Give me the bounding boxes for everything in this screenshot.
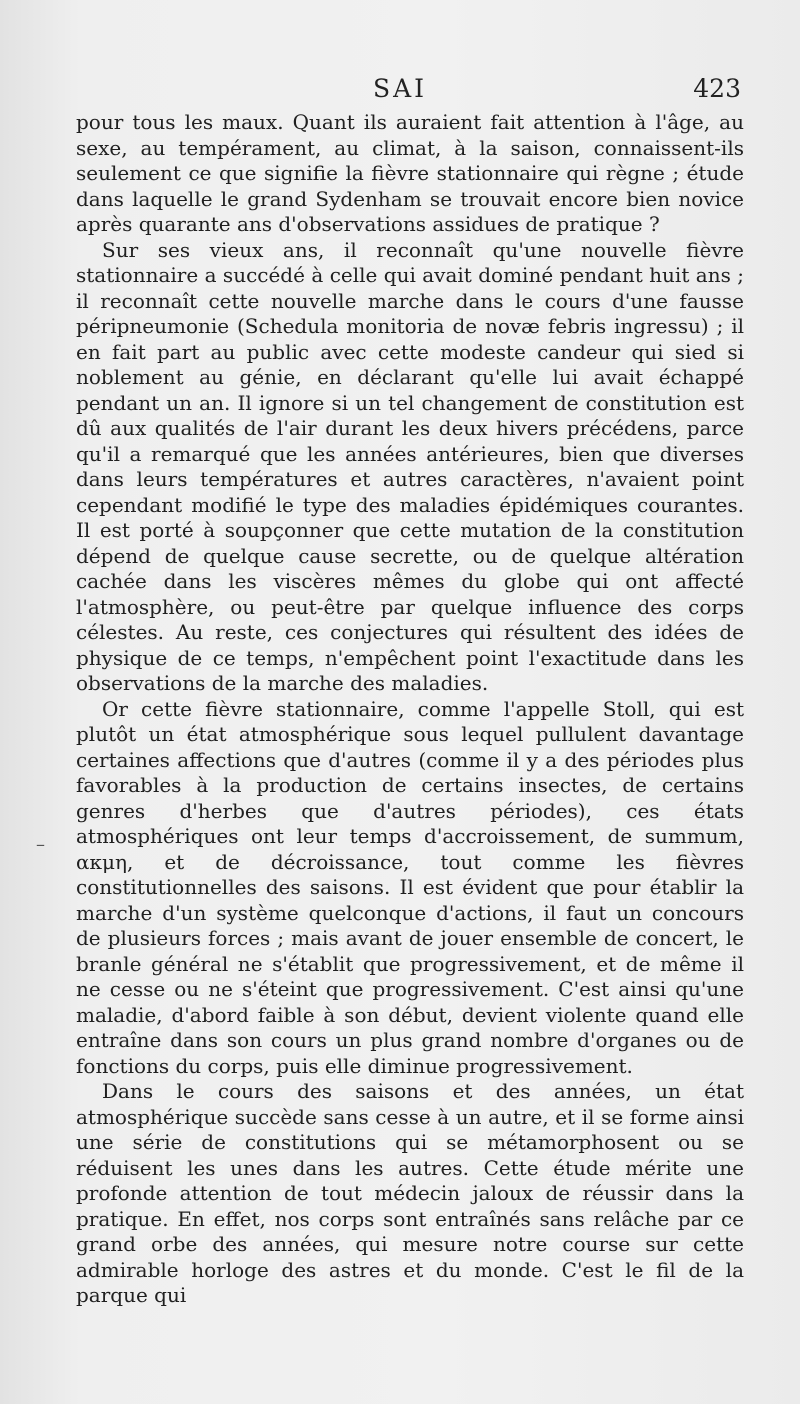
- page-header: [0, 74, 800, 110]
- body-text: [76, 110, 744, 1309]
- margin-mark: –: [36, 834, 45, 855]
- paragraph-3: Or cette fièvre stationnaire, comme l'appelle Stoll, qui est plutôt un état atmosphérique sous lequel pullulent davantage certaines affections que d'autres (comme il y a des périodes plus favorables à la production de certains insectes, de certains genres d'herbes que d'autres périodes), ces états atmosphériques ont leur temps d'accroissement, de summum, ακμη, et de décroissance, tout comme les fièvres constitutionnelles des saisons. Il est évident que pour établir la marche d'un système quelconque d'actions, il faut un concours de plusieurs forces ; mais avant de jouer ensemble de concert, le branle général ne s'établit que progressivement, et de même il ne cesse ou ne s'éteint que progressivement. C'est ainsi qu'une maladie, d'abord faible à son début, devient violente quand elle entraîne dans son cours un plus grand nombre d'organes ou de fonctions du corps, puis elle diminue progressivement.: [76, 696, 744, 1078]
- paragraph-2: Sur ses vieux ans, il reconnaît qu'une nouvelle fièvre stationnaire a succédé à celle qui avait dominé pendant huit ans ; il reconnaît cette nouvelle marche dans le cours d'une fausse péripneumonie (Schedula monitoria de novæ febris ingressu) ; il en fait part au public avec cette modeste candeur qui sied si noblement au génie, en déclarant qu'elle lui avait échappé pendant un an. Il ignore si un tel changement de constitution est dû aux qualités de l'air durant les deux hivers précédens, parce qu'il a remarqué que les années antérieures, bien que diverses dans leurs températures et autres caractères, n'avaient point cependant modifié le type des maladies épidémiques courantes. Il est porté à soupçonner que cette mutation de la constitution dépend de quelque cause secrette, ou de quelque altération cachée dans les viscères mêmes du globe qui ont affecté l'atmosphère, ou peut-être par quelque influence des corps célestes. Au reste, ces conjectures qui résultent des idées de physique de ce temps, n'empêchent point l'exactitude dans les observations de la marche des maladies.: [76, 237, 744, 695]
- running-head: SAI: [372, 74, 428, 103]
- page-number: 423: [693, 74, 741, 103]
- paragraph-1: pour tous les maux. Quant ils auraient fait attention à l'âge, au sexe, au tempérament, au climat, à la saison, connaissent-ils seulement ce que signifie la fièvre stationnaire qui règne ; étude dans laquelle le grand Sydenham se trouvait encore bien novice après quarante ans d'observations assidues de pratique ?: [76, 110, 744, 236]
- paragraph-4: Dans le cours des saisons et des années, un état atmosphérique succède sans cesse à un autre, et il se forme ainsi une série de constitutions qui se métamorphosent ou se réduisent les unes dans les autres. Cette étude mérite une profonde attention de tout médecin jaloux de réussir dans la pratique. En effet, nos corps sont entraînés sans relâche par ce grand orbe des années, qui mesure notre course sur cette admirable horloge des astres et du monde. C'est le fil de la parque qui: [76, 1079, 744, 1307]
